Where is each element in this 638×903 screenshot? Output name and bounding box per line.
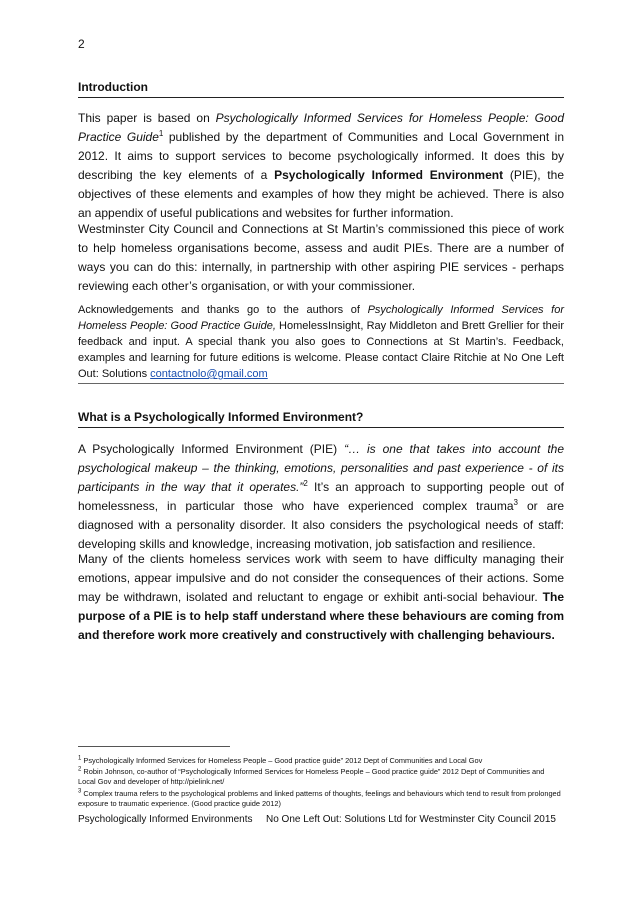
ack-text-a: Acknowledgements and thanks go to the authors of — [78, 304, 368, 316]
what-p1-text-c: or are diagnosed with a personality disorder. It also considers the psychological needs of staff: developing skills and knowledge, increasing motivation, job satisfaction and resilience. — [78, 499, 564, 551]
intro-p1-text-b: published by the department of Communities and Local Government in 2012. It aims to support services to become psychologically informed. It does this by describing the key elements of a — [78, 130, 564, 182]
ack-guide-title: Psychologically Informed Services for Homeless People: Good Practice Guide, — [78, 304, 565, 332]
page-number: 2 — [78, 37, 85, 51]
what-is-paragraph-2 — [78, 550, 564, 645]
intro-p1-text-c: (PIE), the objectives of these elements and examples of how they might be achieved. There is also an appendix of useful publications and websites for further information. — [78, 168, 564, 220]
intro-p1-text-a: This paper is based on — [78, 111, 216, 125]
footnote-ref-2: 2 — [303, 479, 308, 488]
what-is-paragraph-1 — [78, 440, 564, 554]
footnote-1 — [78, 756, 564, 766]
what-is-pie-heading: What is a Psychologically Informed Environment? — [78, 410, 564, 428]
footnote-1-text: Psychologically Informed Services for Homeless People – Good practice guide” 2012 Dept of Communities and Local Gov — [83, 756, 483, 765]
footnote-3 — [78, 789, 564, 809]
footnote-2 — [78, 767, 564, 787]
footer-right: No One Left Out: Solutions Ltd for Westminster City Council 2015 — [266, 814, 556, 825]
footnote-1-number: 1 — [78, 755, 82, 762]
what-p1-text-a: A Psychologically Informed Environment (PIE) — [78, 442, 345, 456]
what-p1-text-b: It’s an approach to supporting people out of homelessness, in particular those who have experienced complex trauma — [78, 480, 565, 513]
introduction-heading: Introduction — [78, 80, 564, 98]
footnote-2-number: 2 — [78, 766, 82, 773]
contact-email-link[interactable]: contactnolo@gmail.com — [150, 368, 268, 380]
what-p2-text: Many of the clients homeless services work with seem to have difficulty managing their emotions, appear impulsive and do not consider the consequences of their actions. Some may be withdrawn, isolated and reluctant to engage or exhibit anti-social behaviour. — [78, 552, 564, 604]
footnote-2-text: Robin Johnson, co-author of “Psychologically Informed Services for Homeless People – Good practice guide” 2012 Dept of Communities and Local Gov and developer of http://pielink.net/ — [78, 767, 545, 786]
section-divider — [78, 383, 564, 384]
pie-term: Psychologically Informed Environment — [274, 168, 504, 182]
page-footer — [78, 814, 564, 825]
acknowledgements-paragraph — [78, 302, 564, 382]
footer-left: Psychologically Informed Environments — [78, 814, 253, 825]
footnote-3-number: 3 — [78, 788, 82, 795]
footnote-divider — [78, 746, 230, 747]
footnote-3-text: Complex trauma refers to the psychological problems and linked patterns of thoughts, feelings and behaviours which tend to result from prolonged exposure to traumatic experience. (Good practice guide 2012) — [78, 789, 561, 808]
footnote-ref-1: 1 — [158, 129, 164, 138]
intro-paragraph-1 — [78, 109, 564, 223]
footnote-ref-3: 3 — [513, 498, 518, 507]
pie-purpose-statement: The purpose of a PIE is to help staff understand where these behaviours are coming from and therefore work more creatively and constructively with challenging behaviours. — [78, 590, 564, 642]
ack-text-b: HomelessInsight, Ray Middleton and Brett Grellier for their feedback and input. A special thank you also goes to Connections at St Martin’s. Feedback, examples and learning for future editions is welcome. Please contact Claire Ritchie at No One Left Out: Solutions — [78, 320, 565, 380]
pie-definition-quote: “… is one that takes into account the psychological makeup – the thinking, emotions, personalities and past experience - of its participants in the way that it operates.” — [78, 442, 565, 494]
intro-paragraph-2: Westminster City Council and Connections at St Martin’s commissioned this piece of work to help homeless organisations become, assess and audit PIEs. There are a number of ways you can do this: internally, in partnership with other aspiring PIE services - perhaps reviewing each other’s organisation, or with your commissioner. — [78, 222, 564, 293]
guide-title: Psychologically Informed Services for Homeless People: Good Practice Guide — [78, 111, 564, 144]
